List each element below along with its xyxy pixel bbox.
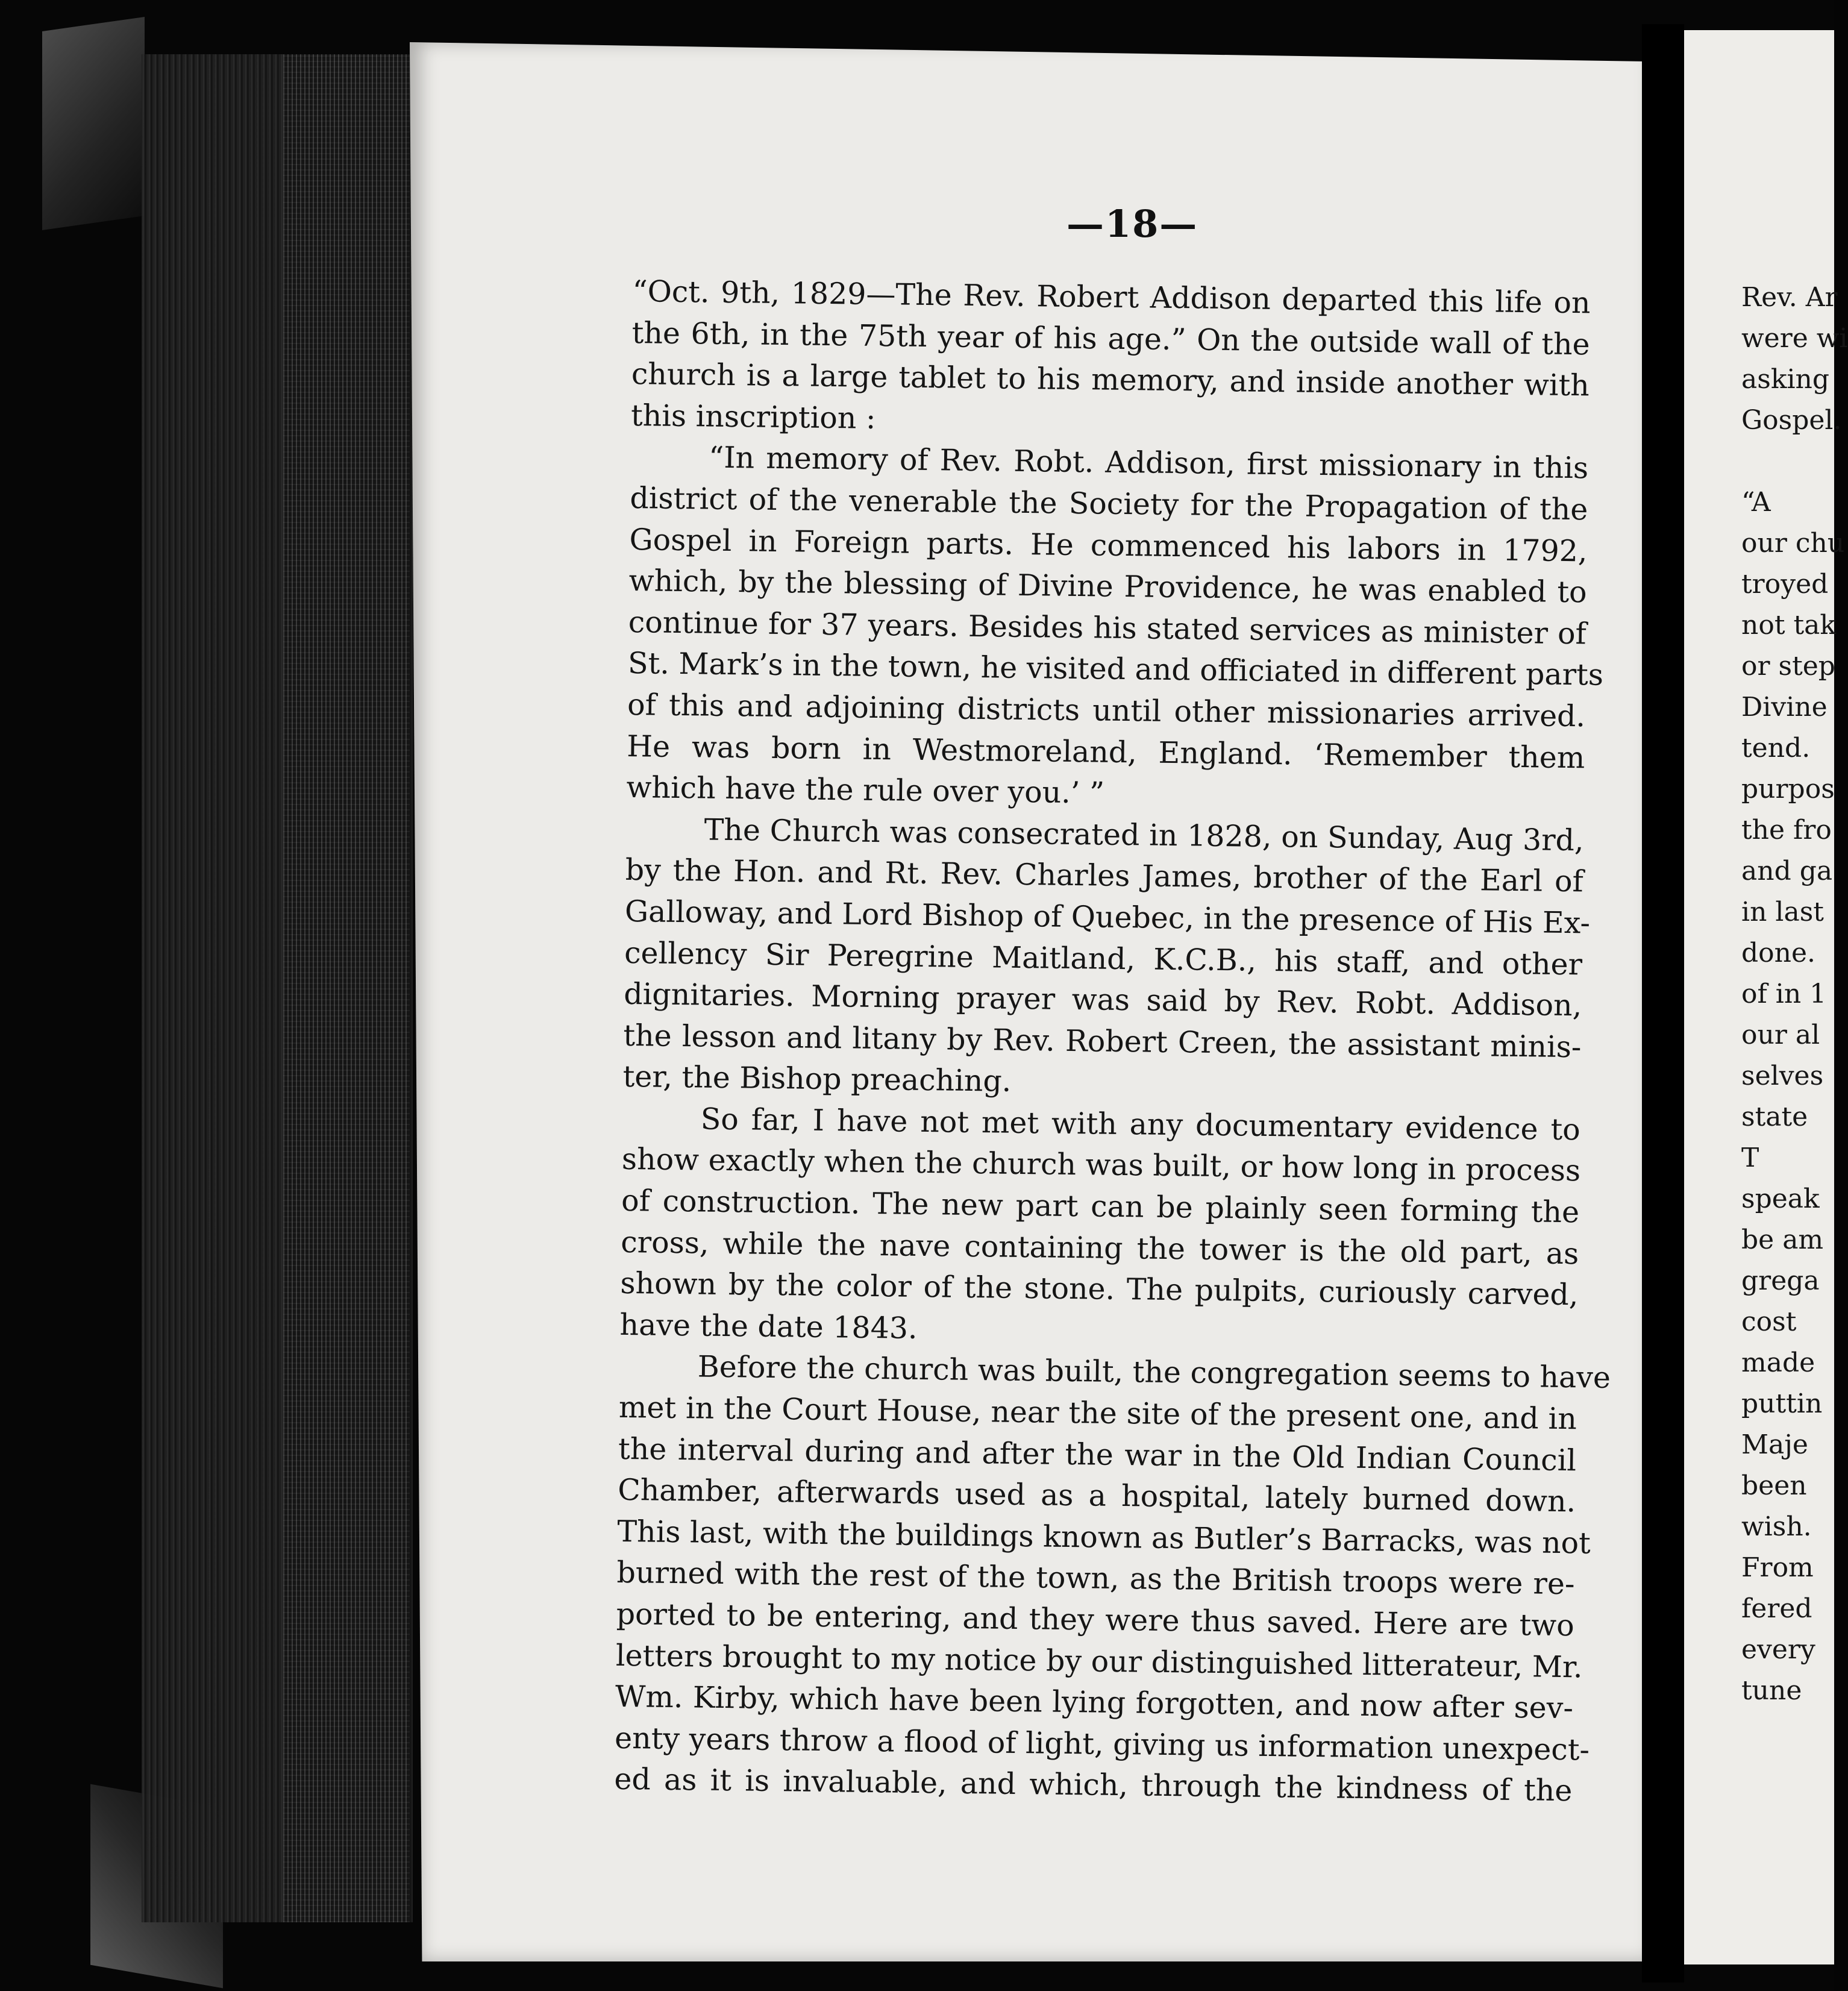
text-line: Galloway, and Lord Bishop of Quebec, in the presence of His Ex- <box>624 894 1591 941</box>
page-number: —18— <box>1067 202 1198 246</box>
facing-text-line: wish. <box>1741 1511 1812 1542</box>
facing-text-line: asking <box>1741 364 1830 395</box>
text-line: district of the venerable the Society for the Propagation of the <box>630 480 1588 527</box>
facing-text-line: been <box>1741 1470 1807 1501</box>
text-line: met in the Court House, near the site of the present one, and in <box>618 1390 1577 1437</box>
facing-page-text <box>1741 277 1848 1711</box>
facing-text-line: “A <box>1741 487 1771 518</box>
text-line: cellency Sir Peregrine Maitland, K.C.B., his staff, and other <box>624 935 1583 982</box>
text-line: ported to be entering, and they were thus saved. Here are two <box>616 1596 1575 1643</box>
text-line: “In memory of Rev. Robt. Addison, first missionary in this <box>708 440 1589 486</box>
text-line: of this and adjoining districts until other missionaries arrived. <box>627 687 1586 734</box>
text-line: dignitaries. Morning prayer was said by Rev. Robt. Addison, <box>623 977 1582 1023</box>
text-line: the lesson and litany by Rev. Robert Creen, the assistant minis- <box>623 1018 1582 1065</box>
facing-text-line: made <box>1741 1347 1815 1378</box>
facing-text-line: tune <box>1741 1675 1802 1706</box>
text-line: letters brought to my notice by our distinguished litterateur, Mr. <box>615 1638 1583 1685</box>
facing-text-line: Divine <box>1741 692 1828 723</box>
text-line: ter, the Bishop preaching. <box>622 1059 1012 1099</box>
text-line: enty years throw a flood of light, giving us information unexpect- <box>614 1720 1590 1767</box>
text-line: So far, I have not met with any documentary evidence to <box>700 1102 1581 1147</box>
text-line: the interval during and after the war in the Old Indian Council <box>618 1431 1577 1478</box>
facing-text-line: were wi <box>1741 323 1848 354</box>
facing-text-line: Maje <box>1741 1429 1808 1460</box>
facing-text-line: and ga <box>1741 856 1833 886</box>
text-line: burned with the rest of the town, as the British troops were re- <box>616 1555 1575 1602</box>
book-cover-corner-top <box>42 17 145 230</box>
text-line: Wm. Kirby, which have been lying forgotten, and now after sev- <box>615 1679 1574 1726</box>
facing-text-line: every <box>1741 1634 1815 1665</box>
book-page-edges-texture <box>283 54 410 1922</box>
text-line: by the Hon. and Rt. Rev. Charles James, brother of the Earl of <box>625 853 1584 899</box>
text-line: shown by the color of the stone. The pulpits, curiously carved, <box>620 1266 1579 1312</box>
text-line: continue for 37 years. Besides his stated services as minister of <box>628 604 1587 651</box>
text-line: this inscription : <box>630 398 876 436</box>
text-line: have the date 1843. <box>619 1307 918 1346</box>
facing-text-line: Rev. Ar <box>1741 282 1838 313</box>
facing-text-line: T <box>1741 1143 1759 1173</box>
facing-text-line: troyed <box>1741 569 1829 600</box>
text-line: the 6th, in the 75th year of his age.” On the outside wall of the <box>631 315 1590 362</box>
facing-text-line: speak <box>1741 1184 1820 1214</box>
facing-text-line: grega <box>1741 1265 1820 1296</box>
text-line: church is a large tablet to his memory, and inside another with <box>631 357 1590 403</box>
facing-text-line: selves <box>1741 1061 1824 1091</box>
facing-text-line: not tak <box>1741 610 1837 641</box>
text-line: He was born in Westmoreland, England. ‘Remember them <box>627 729 1585 775</box>
facing-text-line: tend. <box>1741 733 1811 763</box>
facing-text-line: of in 1 <box>1741 979 1827 1009</box>
facing-text-line: purpos <box>1741 774 1835 804</box>
facing-text-line: be am <box>1741 1224 1824 1255</box>
page-body-text <box>614 271 1633 1813</box>
facing-text-line: the fro <box>1741 815 1832 845</box>
facing-text-line: done. <box>1741 938 1816 968</box>
text-line: of construction. The new part can be plainly seen forming the <box>621 1183 1580 1230</box>
facing-text-line: or step <box>1741 651 1835 682</box>
text-line: show exactly when the church was built, or how long in process <box>621 1142 1581 1188</box>
facing-text-line: Gospel. <box>1741 405 1842 436</box>
text-line: This last, with the buildings known as Butler’s Barracks, was not <box>617 1514 1591 1561</box>
facing-text-line: puttin <box>1741 1388 1823 1419</box>
facing-text-line: in last <box>1741 897 1824 927</box>
facing-page <box>1684 30 1848 1964</box>
book-gutter <box>1642 24 1684 1983</box>
text-line: which have the rule over you.’ ” <box>626 770 1105 811</box>
facing-text-line: our al <box>1741 1020 1820 1050</box>
facing-text-line <box>1741 441 1848 482</box>
text-line: “Oct. 9th, 1829—The Rev. Robert Addison departed this life on <box>632 274 1591 321</box>
text-line: St. Mark’s in the town, he visited and officiated in different parts <box>627 646 1604 693</box>
facing-text-line: fered <box>1741 1593 1812 1624</box>
facing-text-line: From <box>1741 1552 1814 1583</box>
facing-text-line: cost <box>1741 1306 1797 1337</box>
text-line: Chamber, afterwards used as a hospital, lately burned down. <box>617 1473 1576 1519</box>
text-line: which, by the blessing of Divine Providence, he was enabled to <box>628 563 1587 610</box>
text-line: The Church was consecrated in 1828, on Sunday, Aug 3rd, <box>704 812 1584 858</box>
text-line: cross, while the nave containing the tower is the old part, as <box>620 1224 1579 1271</box>
facing-text-line: state <box>1741 1102 1808 1132</box>
text-line: Before the church was built, the congregation seems to have <box>697 1349 1611 1396</box>
facing-text-line: our chu <box>1741 528 1845 559</box>
text-line: ed as it is invaluable, and which, through the kindness of the <box>614 1762 1573 1808</box>
text-line: Gospel in Foreign parts. He commenced his labors in 1792, <box>629 522 1588 568</box>
